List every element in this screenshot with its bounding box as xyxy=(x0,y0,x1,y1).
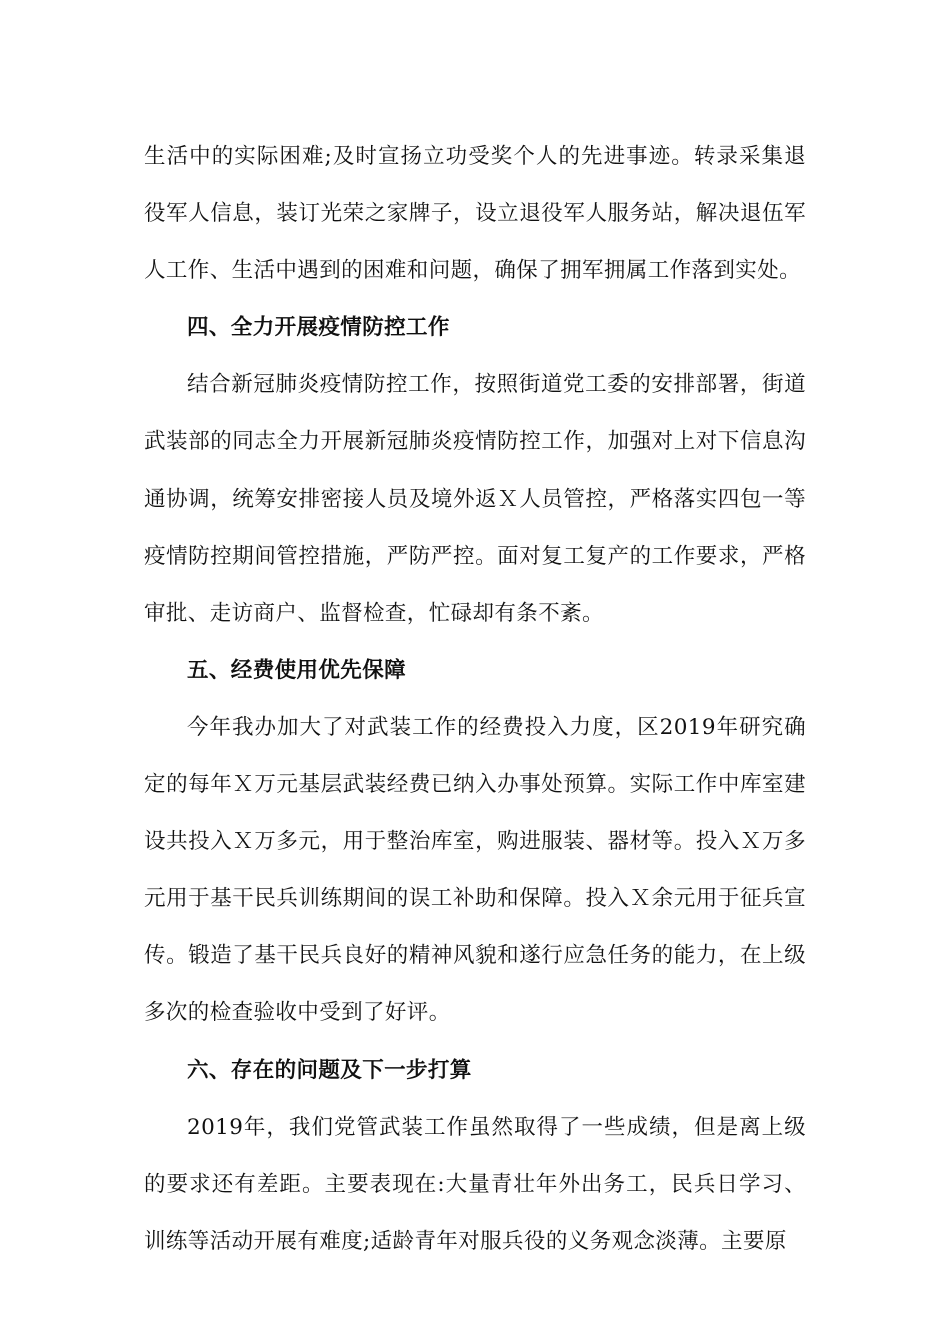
paragraph-funding: 今年我办加大了对武装工作的经费投入力度，区2019年研究确定的每年Ｘ万元基层武装经费已纳入办事处预算。实际工作中库室建设共投入Ｘ万多元，用于整治库室，购进服装、器材等。投入Ｘ万多元用于基干民兵训练期间的误工补助和保障。投入Ｘ余元用于征兵宣传。锻造了基干民兵良好的精神风貌和遂行应急任务的能力，在上级多次的检查验收中受到了好评。 xyxy=(144,714,806,1026)
paragraph-epidemic-control: 结合新冠肺炎疫情防控工作，按照街道党工委的安排部署，街道武装部的同志全力开展新冠肺炎疫情防控工作，加强对上对下信息沟通协调，统筹安排密接人员及境外返Ｘ人员管控，严格落实四包一等疫情防控期间管控措施，严防严控。面对复工复产的工作要求，严格审批、走访商户、监督检查，忙碌却有条不紊。 xyxy=(144,372,806,626)
section-heading-problems-next-steps: 六、存在的问题及下一步打算 xyxy=(187,1057,472,1083)
paragraph-support-veterans: 生活中的实际困难;及时宣扬立功受奖个人的先进事迹。转录采集退役军人信息，装订光荣之家牌子，设立退役军人服务站，解决退伍军人工作、生活中遇到的困难和问题，确保了拥军拥属工作落到实处。 xyxy=(144,144,806,284)
paragraph-problems: 2019年，我们党管武装工作虽然取得了一些成绩，但是离上级的要求还有差距。主要表现在:大量青壮年外出务工，民兵日学习、训练等活动开展有难度;适龄青年对服兵役的义务观念淡薄。主要原 xyxy=(144,1114,806,1254)
document-body xyxy=(144,128,806,1270)
section-heading-epidemic-control: 四、全力开展疫情防控工作 xyxy=(187,315,450,341)
section-heading-funding: 五、经费使用优先保障 xyxy=(187,657,407,683)
